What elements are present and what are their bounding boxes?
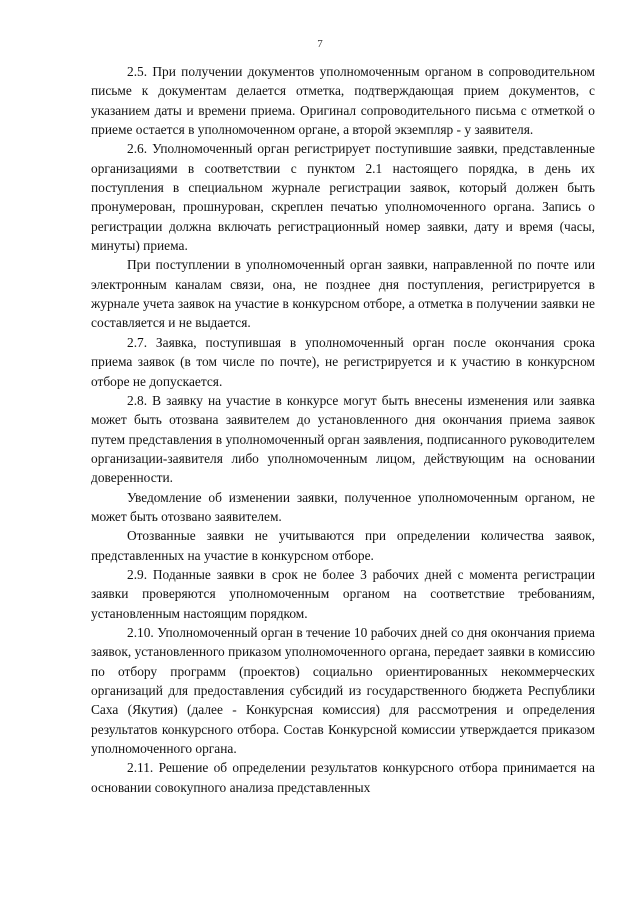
paragraph-postal-registration: При поступлении в уполномоченный орган заявки, направленной по почте или электронным каналам связи, она, не позднее дня поступления, регистрируется в журнале учета заявок на участие в конкурсном отборе, а отметка в получении заявки не составляется и не выдается. bbox=[91, 257, 595, 331]
paragraph-2-8: 2.8. В заявку на участие в конкурсе могут быть внесены изменения или заявка может быть отозвана заявителем до установленного дня окончания приема заявок путем представления в уполномоченный орган заявления, подписанного руководителем организации-заявителя либо уполномоченным лицом, действующим на основании доверенности. bbox=[91, 392, 595, 486]
paragraph-2-5: 2.5. При получении документов уполномоченным органом в сопроводительном письме к документам делается отметка, подтверждающая прием документов, с указанием даты и времени приема. Оригинал сопроводительного письма с отметкой о приеме остается в уполномоченном органе, а второй экземпляр - у заявителя. bbox=[91, 64, 595, 138]
page-number: 7 bbox=[317, 38, 323, 50]
paragraph-2-7: 2.7. Заявка, поступившая в уполномоченный орган после окончания срока приема заявок (в том числе по почте), не регистрируется и к участию в конкурсном отборе не допускается. bbox=[91, 334, 595, 389]
paragraph-2-9: 2.9. Поданные заявки в срок не более 3 рабочих дней с момента регистрации заявки проверяются уполномоченным органом на соответствие требованиям, установленным настоящим порядком. bbox=[91, 566, 595, 621]
paragraph-change-notice: Уведомление об изменении заявки, полученное уполномоченным органом, не может быть отозвано заявителем. bbox=[91, 489, 595, 524]
paragraph-2-11: 2.11. Решение об определении результатов конкурсного отбора принимается на основании совокупного анализа представленных bbox=[91, 760, 595, 795]
document-body bbox=[91, 62, 595, 797]
paragraph-withdrawn-applications: Отозванные заявки не учитываются при определении количества заявок, представленных на участие в конкурсном отборе. bbox=[91, 528, 595, 563]
paragraph-2-10: 2.10. Уполномоченный орган в течение 10 рабочих дней со дня окончания приема заявок, установленного приказом уполномоченного органа, передает заявки в комиссию по отбору программ (проектов) социально ориентированных некоммерческих организаций для предоставления субсидий из государственного бюджета Республики Саха (Якутия) (далее - Конкурсная комиссия) для рассмотрения и определения результатов конкурсного отбора. Состав Конкурсной комиссии утверждается приказом уполномоченного органа. bbox=[91, 624, 595, 757]
paragraph-2-6: 2.6. Уполномоченный орган регистрирует поступившие заявки, представленные организациями в соответствии с пунктом 2.1 настоящего порядка, в день их поступления в специальном журнале регистрации заявок, который должен быть пронумерован, прошнурован, скреплен печатью уполномоченного органа. Запись о регистрации должна включать регистрационный номер заявки, дату и время (часы, минуты) приема. bbox=[91, 141, 595, 254]
